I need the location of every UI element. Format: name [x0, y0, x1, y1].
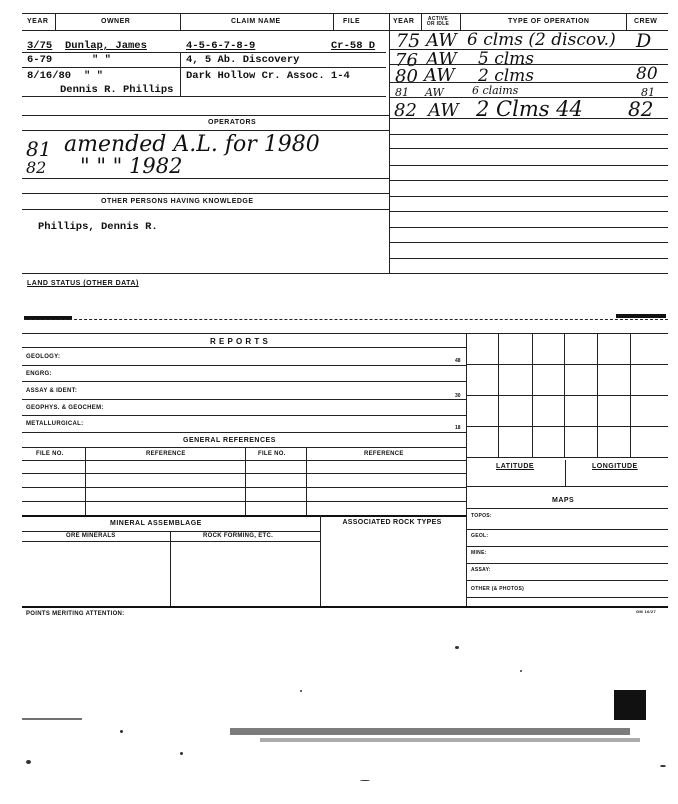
report-num: 48 [455, 358, 461, 364]
owner-row-claim: 4-5-6-7-8-9 [186, 40, 256, 52]
header-claim-name: CLAIM NAME [231, 18, 281, 25]
genref-col-ref1: REFERENCE [146, 451, 186, 457]
activity-status: AW [425, 86, 444, 99]
col-divider [421, 13, 422, 30]
maps-row-other: OTHER (& PHOTOS) [471, 586, 525, 592]
rock-forming-label: ROCK FORMING, ETC. [203, 533, 274, 539]
genref-bottom-line [22, 515, 466, 517]
operators-top-line [22, 115, 389, 116]
activity-line [389, 165, 668, 166]
row-line [466, 563, 668, 564]
activity-year: 82 [394, 100, 417, 121]
col-divider [460, 13, 461, 30]
header-year: YEAR [27, 18, 49, 25]
general-references-title: GENERAL REFERENCES [183, 437, 276, 444]
owner-row-claim: 4, 5 Ab. Discovery [186, 54, 300, 66]
row-line [22, 501, 466, 502]
activity-crew: 81 [641, 86, 655, 99]
report-num: 18 [455, 425, 461, 431]
reports-title-line [22, 347, 466, 348]
activity-line [389, 148, 668, 149]
scan-speck [455, 646, 459, 649]
operator-note-text: " " " 1982 [80, 154, 183, 178]
owner-row-claim: Dark Hollow Cr. Assoc. 1-4 [186, 70, 350, 82]
knowledge-title: OTHER PERSONS HAVING KNOWLEDGE [101, 198, 254, 205]
grid-row [466, 457, 668, 458]
longitude-label: LONGITUDE [592, 463, 638, 470]
owner-row-owner: Dunlap, James [65, 40, 147, 52]
scan-streak [230, 728, 630, 735]
latitude-label: LATITUDE [496, 463, 535, 470]
activity-operation: 2 Clms 44 [476, 97, 583, 121]
grid-row [466, 395, 668, 396]
row-line [22, 432, 466, 433]
activity-line [389, 118, 668, 119]
activity-status: AW [428, 100, 459, 121]
owner-row-year: 6-79 [27, 54, 53, 66]
col-divider [626, 13, 627, 30]
scan-streak [260, 738, 640, 742]
operators-title: OPERATORS [208, 119, 257, 126]
grid-left-edge [466, 333, 467, 608]
general-references-line [22, 447, 466, 448]
genref-col-divider [85, 447, 86, 515]
mineral-title-line [22, 531, 320, 532]
owner-row-year: 3/75 [27, 40, 53, 52]
activity-line [389, 82, 668, 83]
row-line [22, 460, 466, 461]
activity-status: AW [426, 49, 457, 70]
activity-crew: 82 [628, 97, 654, 121]
header-file: FILE [343, 18, 361, 25]
land-status-line [24, 319, 668, 320]
report-label-geophys: GEOPHYS. & GEOCHEM: [26, 405, 104, 411]
maps-row-topos: TOPOS: [471, 513, 492, 519]
owner-row-owner: Dennis R. Phillips [60, 84, 174, 96]
mineral-col-divider [170, 531, 171, 606]
col-divider [389, 13, 390, 273]
land-status-label: LAND STATUS (OTHER DATA) [27, 280, 139, 287]
scan-speck [300, 690, 302, 692]
activity-line [389, 134, 668, 135]
activity-status: AW [424, 65, 455, 86]
activity-year: 76 [395, 50, 418, 71]
claim-col-divider [180, 52, 181, 96]
activity-line [389, 196, 668, 197]
latlong-line [466, 486, 668, 487]
grid-row [466, 364, 668, 365]
scan-speck [660, 765, 666, 767]
genref-col-file2: FILE NO. [258, 451, 286, 457]
activity-status: AW [426, 30, 457, 51]
mineral-bottom-line [22, 606, 668, 608]
scan-mark [616, 314, 666, 318]
row-line [22, 365, 466, 366]
row-line [22, 381, 466, 382]
activity-year: 80 [395, 66, 418, 87]
header-owner: OWNER [101, 18, 131, 25]
maps-title-line [466, 508, 668, 509]
row-line [22, 52, 386, 53]
knowledge-title-line [22, 209, 389, 210]
knowledge-top-line [22, 193, 389, 194]
header-year2: YEAR [393, 18, 415, 25]
owner-row-file: Cr-58 D [331, 40, 376, 52]
maps-title: MAPS [552, 497, 575, 504]
row-line [22, 67, 386, 68]
scan-speck [360, 780, 370, 781]
operator-note-year: 82 [26, 158, 47, 177]
activity-line [389, 258, 668, 259]
knowledge-bottom-line [22, 273, 668, 274]
row-line [22, 487, 466, 488]
maps-row-assay: ASSAY: [471, 567, 491, 573]
maps-row-geol: GEOL: [471, 533, 489, 539]
reports-title: R E P O R T S [210, 337, 269, 346]
genref-col-divider [245, 447, 246, 515]
genref-col-divider [306, 447, 307, 515]
col-divider [333, 13, 334, 30]
col-divider [55, 13, 56, 30]
report-label-engrg: ENGRG: [26, 371, 52, 377]
header-type-of-operation: TYPE OF OPERATION [508, 18, 590, 25]
activity-line [389, 227, 668, 228]
owner-row-owner: " " [92, 54, 111, 66]
reports-top-line [22, 333, 668, 334]
scan-streak [22, 718, 82, 720]
genref-col-ref2: REFERENCE [364, 451, 404, 457]
activity-line [389, 242, 668, 243]
form-number: GM 16/27 [636, 609, 656, 614]
report-label-geology: GEOLOGY: [26, 354, 61, 360]
activity-operation: 6 claims [472, 84, 519, 97]
grid-row [466, 426, 668, 427]
row-line [466, 546, 668, 547]
ore-minerals-label: ORE MINERALS [66, 533, 116, 539]
activity-line [389, 64, 668, 65]
activity-operation: 6 clms (2 discov.) [467, 30, 616, 50]
activity-year: 81 [395, 86, 409, 99]
activity-line [389, 180, 668, 181]
header-active-idle: ACTIVE OR IDLE [426, 16, 450, 27]
top-border [22, 13, 668, 14]
activity-year: 75 [396, 30, 421, 52]
scan-blotch [614, 690, 646, 720]
report-num: 30 [455, 393, 461, 399]
activity-operation: 2 clms [478, 66, 535, 86]
points-meriting-attention-label: POINTS MERITING ATTENTION: [26, 611, 125, 617]
scan-speck [26, 760, 31, 764]
owner-row-owner: " " [84, 70, 103, 82]
owner-row-year: 8/16/80 [27, 70, 72, 82]
row-line [466, 580, 668, 581]
row-line [466, 597, 668, 598]
activity-crew: D [636, 30, 652, 52]
scan-speck [180, 752, 183, 755]
row-line [22, 178, 389, 179]
row-line [22, 473, 466, 474]
operators-title-line [22, 130, 389, 131]
activity-crew: 80 [636, 64, 658, 84]
activity-line [389, 49, 668, 50]
row-line [466, 529, 668, 530]
latlong-divider [565, 460, 566, 486]
operator-note-year: 81 [26, 137, 52, 161]
row-line [22, 415, 466, 416]
scan-speck [520, 670, 522, 672]
row-line [22, 96, 386, 97]
scan-speck [120, 730, 123, 733]
report-label-metallurgical: METALLURGICAL: [26, 421, 84, 427]
associated-rock-types-label: ASSOCIATED ROCK TYPES [342, 519, 442, 526]
header-crew: CREW [634, 18, 658, 25]
mineral-assemblage-title: MINERAL ASSEMBLAGE [110, 520, 202, 527]
activity-line [389, 211, 668, 212]
col-divider [180, 13, 181, 30]
genref-col-file1: FILE NO. [36, 451, 64, 457]
operator-note-text: amended A.L. for 1980 [64, 132, 320, 157]
activity-line [389, 97, 668, 98]
report-label-assay: ASSAY & IDENT: [26, 388, 78, 394]
mineral-col-line [22, 541, 320, 542]
maps-row-mine: MINE: [471, 550, 487, 556]
activity-operation: 5 clms [478, 49, 535, 69]
mineral-assoc-divider [320, 515, 321, 606]
knowledge-value: Phillips, Dennis R. [38, 221, 158, 233]
row-line [22, 399, 466, 400]
